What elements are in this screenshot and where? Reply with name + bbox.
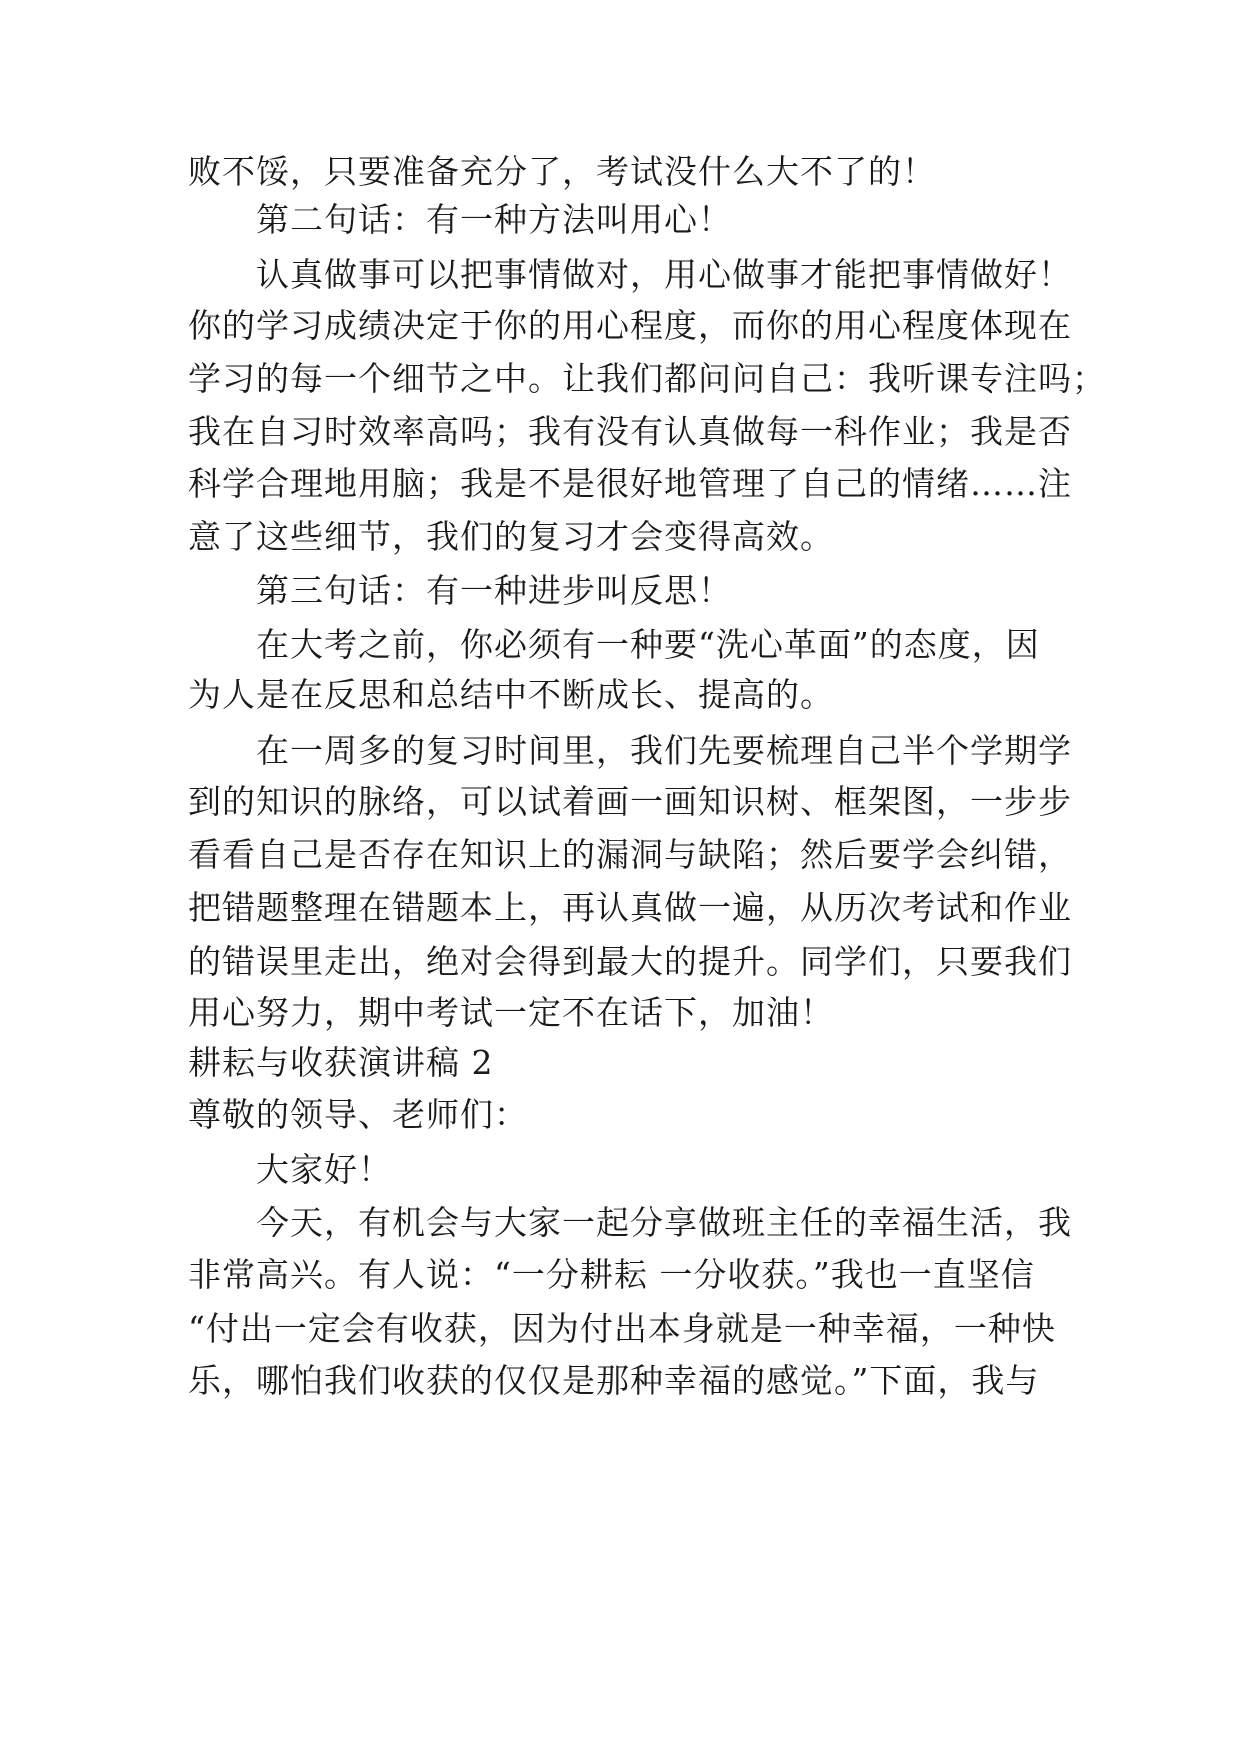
- paragraph-line: “付出一定会有收获，因为付出本身就是一种幸福，一种快: [188, 1309, 1056, 1348]
- text-line: 败不馁，只要准备充分了，考试没什么大不了的！: [188, 152, 936, 191]
- paragraph-line: 我在自习时效率高吗；我有没有认真做每一科作业；我是否: [188, 412, 1072, 451]
- paragraph-line: 科学合理地用脑；我是不是很好地管理了自己的情绪……注: [188, 464, 1072, 503]
- paragraph-line: 学习的每一个细节之中。让我们都问问自己：我听课专注吗；: [188, 359, 1106, 398]
- greeting: 大家好！: [256, 1150, 392, 1189]
- paragraph-line: 认真做事可以把事情做对，用心做事才能把事情做好！: [256, 255, 1072, 294]
- paragraph-line: 乐，哪怕我们收获的仅仅是那种幸福的感觉。”下面，我与: [188, 1361, 1040, 1400]
- paragraph-line: 今天，有机会与大家一起分享做班主任的幸福生活，我: [256, 1203, 1072, 1242]
- salutation: 尊敬的领导、老师们：: [188, 1095, 528, 1134]
- paragraph-line: 到的知识的脉络，可以试着画一画知识树、框架图，一步步: [188, 782, 1072, 821]
- paragraph-line: 在大考之前，你必须有一种要“洗心革面”的态度，因: [256, 625, 1040, 664]
- section-heading: 第二句话：有一种方法叫用心！: [256, 200, 732, 239]
- paragraph-line: 你的学习成绩决定于你的用心程度，而你的用心程度体现在: [188, 306, 1072, 345]
- paragraph-line: 用心努力，期中考试一定不在话下，加油！: [188, 993, 834, 1032]
- paragraph-line: 非常高兴。有人说：“一分耕耘 一分收获。”我也一直坚信: [188, 1255, 1035, 1294]
- paragraph-line: 意了这些细节，我们的复习才会变得高效。: [188, 517, 834, 556]
- paragraph-line: 在一周多的复习时间里，我们先要梳理自己半个学期学: [256, 731, 1072, 770]
- section-heading: 第三句话：有一种进步叫反思！: [256, 571, 732, 610]
- paragraph-line: 把错题整理在错题本上，再认真做一遍，从历次考试和作业: [188, 888, 1072, 927]
- paragraph-line: 为人是在反思和总结中不断成长、提高的。: [188, 675, 834, 714]
- paragraph-line: 看看自己是否存在知识上的漏洞与缺陷；然后要学会纠错，: [188, 835, 1072, 874]
- paragraph-line: 的错误里走出，绝对会得到最大的提升。同学们，只要我们: [188, 942, 1072, 981]
- document-title: 耕耘与收获演讲稿 2: [188, 1043, 494, 1082]
